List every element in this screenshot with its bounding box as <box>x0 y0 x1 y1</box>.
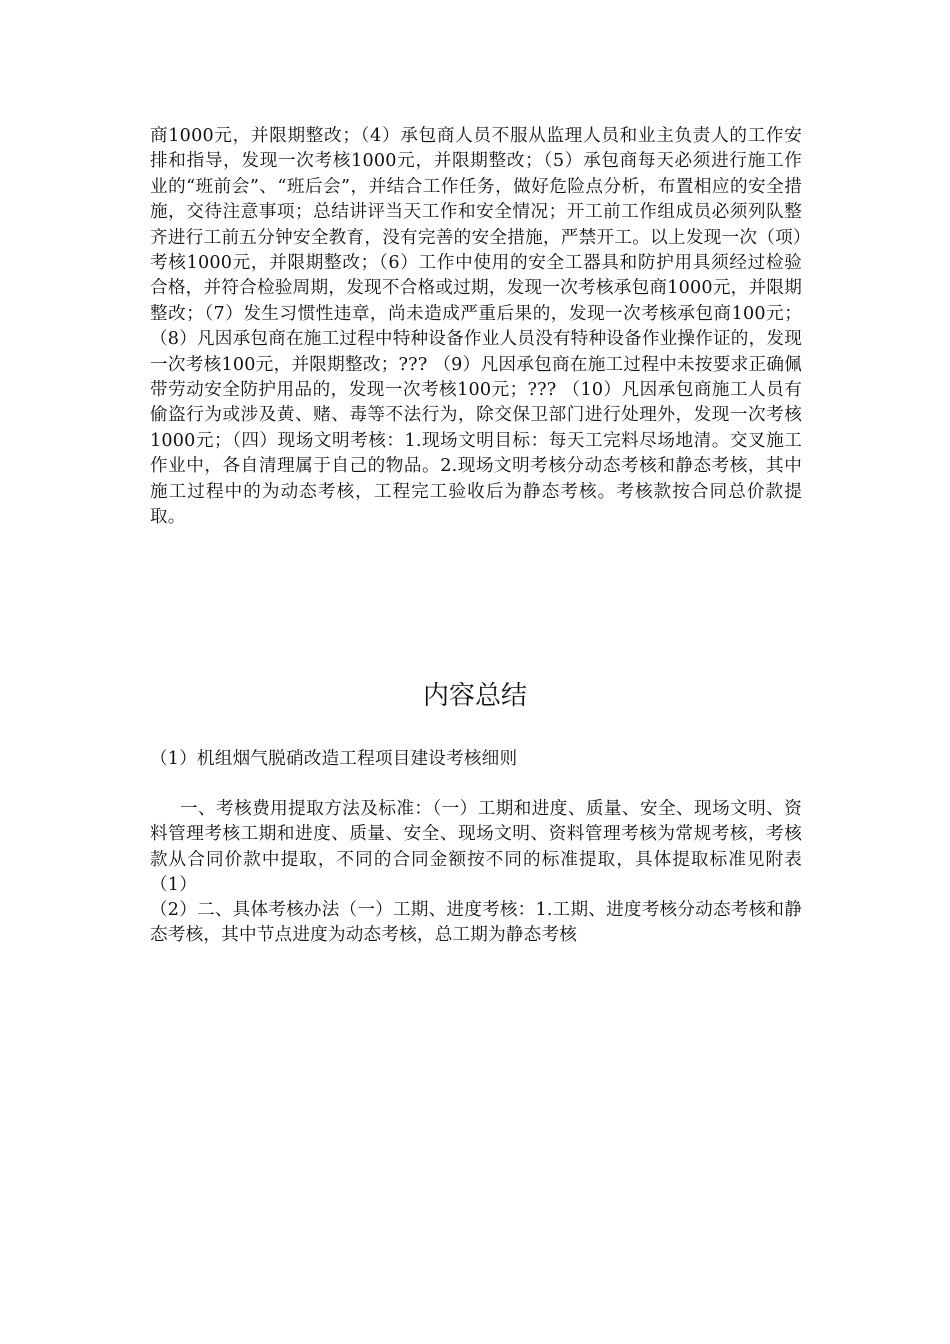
summary-item-1: （1）机组烟气脱硝改造工程项目建设考核细则 <box>150 749 518 769</box>
continuation-paragraph: 商1000元，并限期整改；（4）承包商人员不服从监理人员和业主负责人的工作安排和指导，发现一次考核1000元，并限期整改；（5）承包商每天必须进行施工作业的“班前会”、“班后会”，并结合工作任务，做好危险点分析，布置相应的安全措施，交待注意事项；总结讲评当天工作和安全情况；开工前工作组成员必须列队整齐进行工前五分钟安全教育，没有完善的安全措施，严禁开工。以上发现一次（项）考核1000元，并限期整改；（6）工作中使用的安全工器具和防护用具须经过检验合格，并符合检验周期，发现不合格或过期，发现一次考核承包商1000元，并限期整改；（7）发生习惯性违章，尚未造成严重后果的，发现一次考核承包商100元；（8）凡因承包商在施工过程中特种设备作业人员没有特种设备作业操作证的，发现一次考核100元，并限期整改；??? （9）凡因承包商在施工过程中未按要求正确佩带劳动安全防护用品的，发现一次考核100元；??? （10）凡因承包商施工人员有偷盗行为或涉及黄、赌、毒等不法行为，除交保卫部门进行处理外，发现一次考核1000元；（四）现场文明考核：1.现场文明目标：每天工完料尽场地清。交叉施工作业中，各自清理属于自己的物品。2.现场文明考核分动态考核和静态考核，其中施工过程中的为动态考核，工程完工验收后为静态考核。考核款按合同总价款提取。 <box>150 126 802 528</box>
summary-item-3: （2）二、具体考核办法（一）工期、进度考核：1.工期、进度考核分动态考核和静态考核，其中节点进度为动态考核，总工期为静态考核 <box>150 900 802 946</box>
summary-title: 内容总结 <box>422 681 527 711</box>
summary-item-2: 一、考核费用提取方法及标准：（一）工期和进度、质量、安全、现场文明、资料管理考核工期和进度、质量、安全、现场文明、资料管理考核为常规考核，考核款从合同价款中提取，不同的合同金额按不同的标准提取，具体提取标准见附表（1） <box>150 799 802 896</box>
